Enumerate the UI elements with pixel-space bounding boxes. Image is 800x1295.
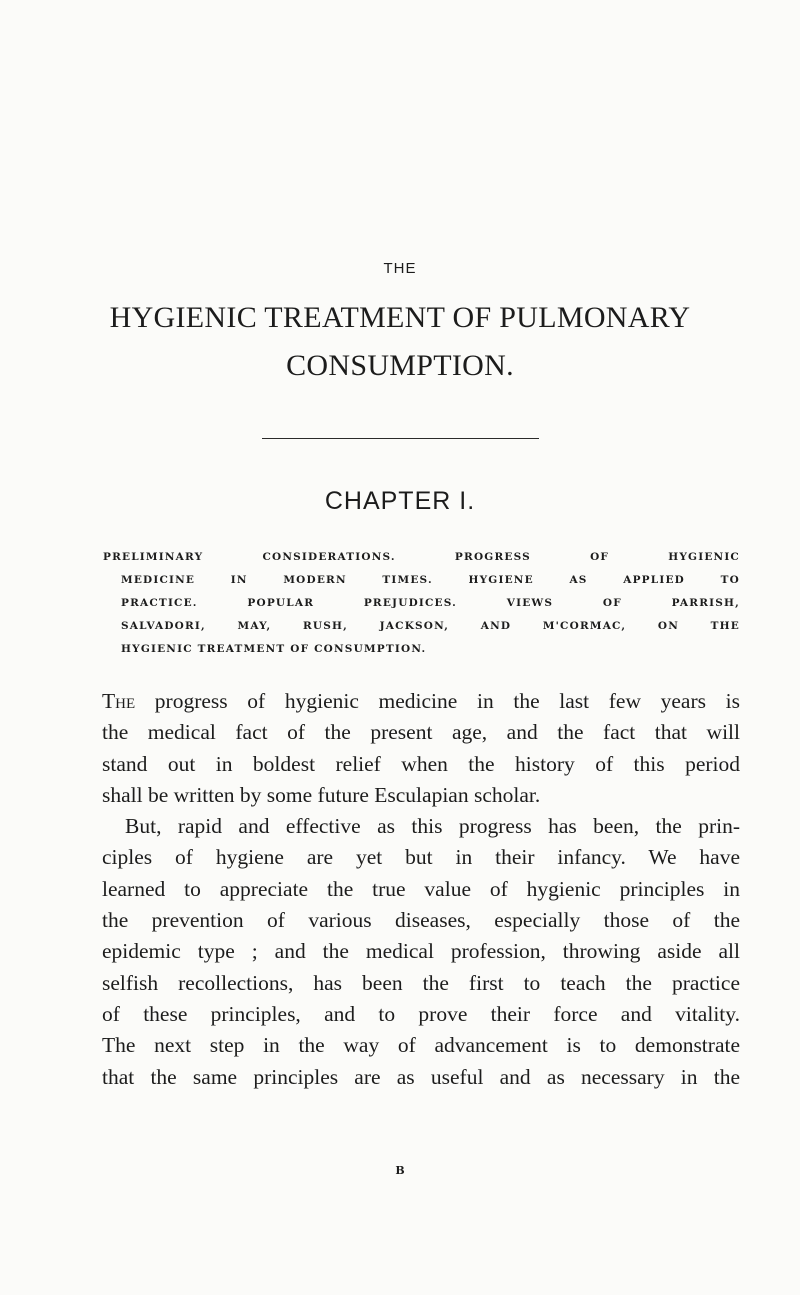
body-line: of these principles, and to prove their force and vitality.: [102, 1001, 740, 1026]
body-line: selfish recollections, has been the first to teach the practice: [102, 970, 740, 995]
body-line: learned to appreciate the true value of hygienic principles in: [102, 876, 740, 901]
synopsis-line: PRACTICE. POPULAR PREJUDICES. VIEWS OF PARRISH,: [121, 597, 740, 609]
chapter-heading: CHAPTER I.: [324, 487, 476, 515]
body-line: But, rapid and effective as this progress has been, the prin-: [125, 814, 740, 839]
body-line: [102, 686, 740, 717]
body-text: [102, 686, 740, 1093]
book-title-line-1: HYGIENIC TREATMENT OF PULMONARY: [109, 301, 691, 334]
body-line: the prevention of various diseases, especially those of the: [102, 908, 740, 933]
synopsis-line: PRELIMINARY CONSIDERATIONS. PROGRESS OF HYGIENIC: [103, 551, 740, 563]
lead-word: The: [102, 689, 136, 713]
synopsis-line: HYGIENIC TREATMENT OF CONSUMPTION.: [121, 643, 427, 655]
body-line: epidemic type ; and the medical profession, throwing aside all: [102, 939, 740, 964]
body-line: stand out in boldest relief when the history of this period: [102, 751, 740, 776]
synopsis-line: SALVADORI, MAY, RUSH, JACKSON, AND M'CORMAC, ON THE: [121, 620, 740, 632]
book-title-line-2: CONSUMPTION.: [286, 349, 514, 382]
chapter-synopsis: [103, 546, 740, 661]
signature-mark: B: [395, 1164, 405, 1177]
body-line: ciples of hygiene are yet but in their infancy. We have: [102, 845, 740, 870]
body-line: shall be written by some future Esculapian scholar.: [102, 782, 541, 807]
book-title: [0, 294, 800, 390]
title-prefix: THE: [383, 260, 417, 277]
synopsis-line: MEDICINE IN MODERN TIMES. HYGIENE AS APPLIED TO: [121, 574, 740, 586]
body-line: that the same principles are as useful and as necessary in the: [102, 1064, 740, 1089]
title-divider: [262, 438, 539, 439]
body-line: The next step in the way of advancement is to demonstrate: [102, 1033, 740, 1058]
body-line: the medical fact of the present age, and the fact that will: [102, 720, 740, 745]
body-line-text: progress of hygienic medicine in the last few years is: [135, 689, 740, 713]
